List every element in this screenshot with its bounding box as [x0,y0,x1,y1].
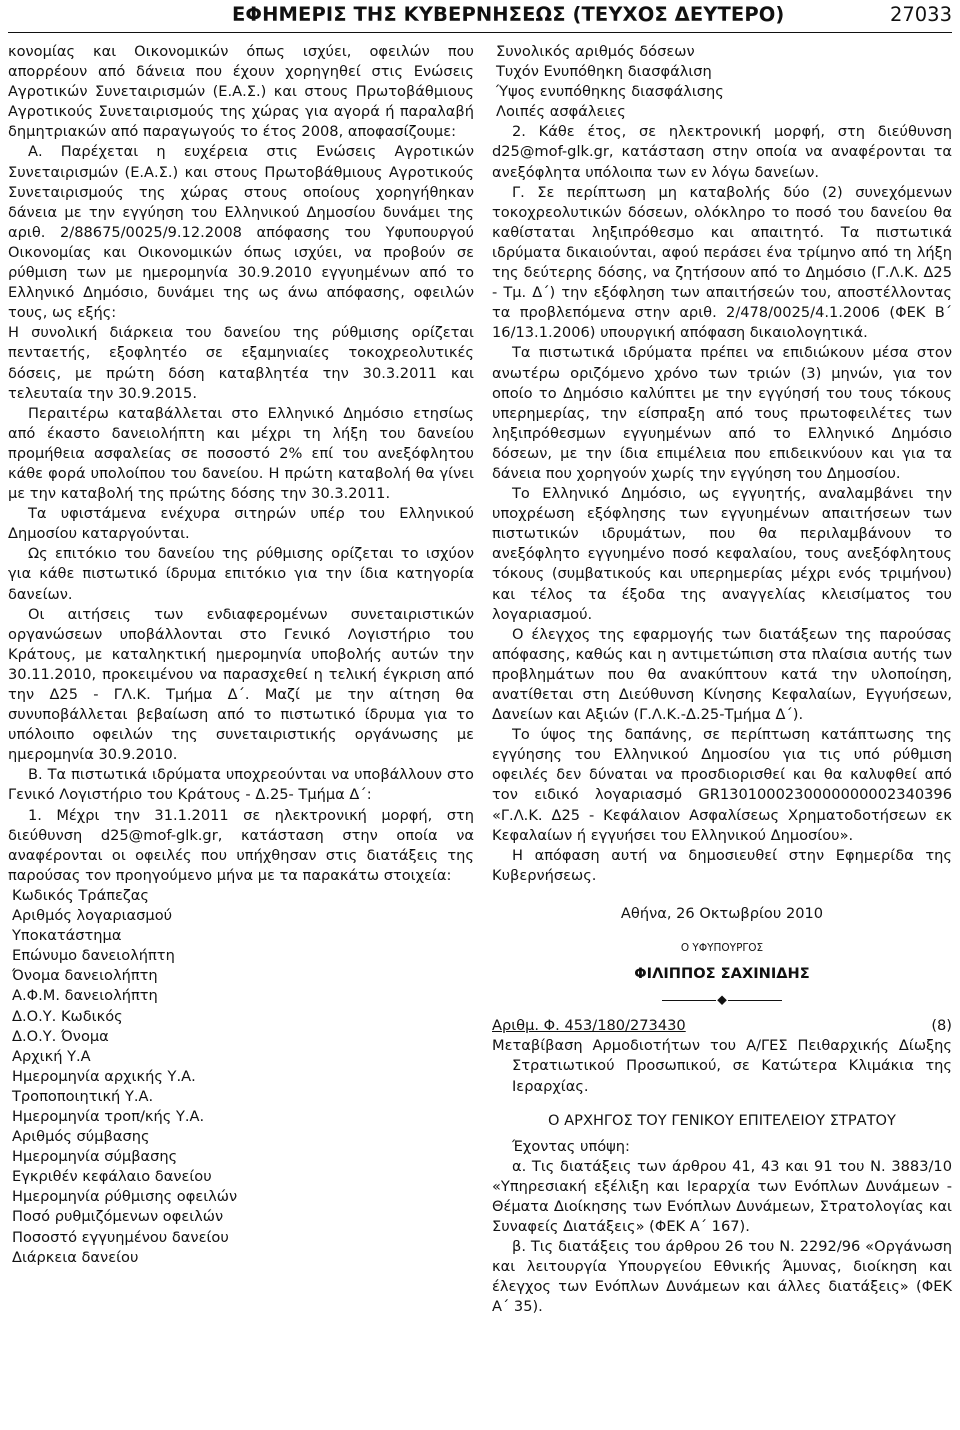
signature-date: Αθήνα, 26 Οκτωβρίου 2010 [620,904,824,922]
paragraph: Α. Παρέχεται η ευχέρεια στις Ενώσεις Αγροτικών Συνεταιρισμών (Ε.Α.Σ.) και στους Πρωτοβάθμιους Αγροτικούς Συνεταιρισμούς της χώρας στους οποίους χορηγήθηκαν δάνεια με την εγγύηση του Ελληνικού Δημοσίου δυνάμει της αριθ. 2/88675/0025/9.12.2008 απόφασης του Υφυπουργού Οικονομίας και Οικονομικών όπως ισχύει, να προβούν σε ρύθμιση των με ημερομηνία 30.9.2010 εγγυημένων από το Ελληνικό Δημόσιο, δυνάμει της ως άνω απόφασης, οφειλών τους, ως εξής: [8,143,474,322]
paragraph: Τα υφιστάμενα ενέχυρα σιτηρών υπέρ του Ελληνικού Δημοσίου καταργούνται. [8,505,474,543]
list-item: Ύψος ενυπόθηκης διασφάλισης [496,83,724,101]
left-column [8,42,474,1268]
list-item: Συνολικός αριθμός δόσεων [496,43,695,60]
consideration-item: α. Τις διατάξεις των άρθρου 41, 43 και 91 του Ν. 3883/10 «Υπηρεσιακή εξέλιξη και Ιεραρχία των Ενόπλων Δυνάμεων - Θέματα Διοίκησης των Ενόπλων Δυνάμεων, Στρατολογίας και Συναφείς Διατάξεις» (ΦΕΚ Α΄ 167). [492,1157,952,1236]
list-item: Εγκριθέν κεφάλαιο δανείου [12,1168,212,1186]
list-item: Ημερομηνία αρχικής Υ.Α. [12,1067,196,1085]
decision-number: (8) [931,1017,952,1035]
paragraph: Γ. Σε περίπτωση μη καταβολής δύο (2) συνεχόμενων τοκοχρεολυτικών δόσεων, ολόκληρο το ποσό του δανείου θα καθίσταται ληξιπρόθεσμο και απαιτητό. Τα πιστωτικά ιδρύματα δικαιούνται, αφού περάσει ένα τρίμηνο από τη λήξη της δεύτερης δόσης, να ζητήσουν από το Δημόσιο (Γ.Λ.Κ. Δ25 - Τμ. Δ΄) την εξόφληση των απαιτήσεών του, αποστέλλοντας τα προβλεπόμενα στην αριθ. 2/478/0025/4.1.2006 (ΦΕΚ Β΄ 16/13.1.2006) υπουργική απόφαση δικαιολογητικά. [492,183,952,342]
list-item: Α.Φ.Μ. δανειολήπτη [12,987,158,1005]
paragraph: Η απόφαση αυτή να δημοσιευθεί στην Εφημερίδα της Κυβερνήσεως. [492,846,952,884]
list-item: Αριθμός λογαριασμού [12,907,173,925]
list-item: Ημερομηνία τροπ/κής Υ.Α. [12,1107,205,1125]
list-item: Διάρκεια δανείου [12,1248,139,1266]
list-item: Δ.Ο.Υ. Κωδικός [12,1007,123,1025]
considering-heading: Έχοντας υπόψη: [512,1137,630,1155]
consideration-item: β. Τις διατάξεις του άρθρου 26 του Ν. 2292/96 «Οργάνωση και λειτουργία Υπουργείου Εθνικής Άμυνας, διοίκηση και έλεγχος των Ενόπλων Δυνάμεων και άλλες διατάξεις» (ΦΕΚ Α΄ 35). [492,1238,952,1316]
list-item: Λοιπές ασφάλειες [496,103,626,121]
page-header [0,0,960,36]
list-item: Όνομα δανειολήπτη [12,967,158,985]
paragraph: Οι αιτήσεις των ενδιαφερομένων συνεταιριστικών οργανώσεων υποβάλλονται στο Γενικό Λογιστήριο του Κράτους, με καταληκτική ημερομηνία υποβολής αυτών την 30.11.2010, προκειμένου να παρασχεθεί η τελική έγκριση από την Δ25 - ΓΛ.Κ. Τμήμα Δ΄. Μαζί με την αίτηση θα συνυποβάλλεται βεβαίωση από το πιστωτικό ίδρυμα για το υπόλοιπο οφειλών της συνεταιριστικής οργάνωσης με ημερομηνία 30.9.2010. [8,605,474,764]
paragraph: Το ύψος της δαπάνης, σε περίπτωση κατάπτωσης της εγγύησης του Ελληνικού Δημοσίου για τις υπό ρύθμιση οφειλές δεν δύναται να προσδιορισθεί και θα καλυφθεί από τον ειδικό λογαριασμό GR1301000230000000002340396 «Γ.Λ.Κ. Δ25 - Κεφάλαιον Ασφαλίσεως Χρηματοδοτήσεων εκ Κεφαλαίων ή εγγυήσει του Ελληνικού Δημοσίου». [492,726,952,844]
data-fields-list [8,886,474,1268]
list-item: Ποσοστό εγγυημένου δανείου [12,1228,229,1246]
decision-reference-row [492,1016,952,1036]
list-item: Αριθμός σύμβασης [12,1128,150,1146]
paragraph: Η συνολική διάρκεια του δανείου της ρύθμισης ορίζεται πενταετής, εξοφλητέο σε εξαμηνιαίες τοκοχρεολυτικές δόσεις, με πρώτη δόση καταβλητέα την 30.3.2011 και τελευταία την 30.9.2015. [8,324,474,402]
right-column [492,42,952,1318]
data-fields-list-continued [492,42,952,122]
page-number: 27033 [889,3,952,26]
diamond-icon: ⬥ [717,992,727,1009]
list-item: Ημερομηνία ρύθμισης οφειλών [12,1188,238,1206]
paragraph: Περαιτέρω καταβάλλεται στο Ελληνικό Δημόσιο ετησίως από έκαστο δανειολήπτη και μέχρι τη λήξη του δανείου προμήθεια ασφαλείας σε ποσοστό 2% επί του ανεξόφλητου κάθε φορά υπολοίπου του δανείου. Η πρώτη καταβολή θα γίνει με την καταβολή της πρώτης δόσης την 30.3.2011. [8,404,474,503]
list-item: Ημερομηνία σύμβασης [12,1148,178,1166]
list-item: Ποσό ρυθμιζόμενων οφειλών [12,1208,224,1226]
list-item: Τυχόν Ενυπόθηκη διασφάλιση [496,63,712,81]
signatory-name: ΦΙΛΙΠΠΟΣ ΣΑΧΙΝΙΔΗΣ [634,965,810,983]
header-divider [8,32,952,33]
paragraph: κονομίας και Οικονομικών όπως ισχύει, οφειλών που απορρέουν από δάνεια που έχουν χορηγηθεί στις Ενώσεις Αγροτικών Συνεταιρισμών (Ε.Α.Σ.) και στους Πρωτοβάθμιους Αγροτικούς Συνεταιρισμούς της χώρας για αγορά ή παραλαβή δημητριακών από παραγωγούς το έτος 2008, αποφασίζουμε: [8,43,474,141]
paragraph: 2. Κάθε έτος, σε ηλεκτρονική μορφή, στη διεύθυνση d25@mof-glk.gr, κατάσταση στην οποία να αναφέρονται τα ανεξόφλητα υπόλοιπα των εν λόγω δανείων. [492,123,952,181]
list-item: Αρχική Υ.Α [12,1047,91,1065]
decision-ref: Αριθμ. Φ. 453/180/273430 [492,1017,686,1035]
paragraph: Τα πιστωτικά ιδρύματα πρέπει να επιδιώκουν μέσα στον ανωτέρω οριζόμενο χρόνο των τριών (3) μηνών, για τον οποίο το Δημόσιο καλύπτει με την εγγύησή του τους τόκους υπερημερίας, την είσπραξη από τους πρωτοφειλέτες των ληξιπρόθεσμων εγγυημένων από το Ελληνικό Δημόσιο δόσεων, με την ίδια επιμέλεια που επιδεικνύουν και για τα δάνεια που χορηγούν χωρίς την εγγύηση του Δημοσίου. [492,344,952,482]
list-item: Υποκατάστημα [12,927,122,945]
paragraph: Ως επιτόκιο του δανείου της ρύθμισης ορίζεται το ισχύον για κάθε πιστωτικό ίδρυμα επιτόκιο για την ίδια κατηγορία δανείων. [8,545,474,603]
list-item: Τροποποιητική Υ.Α. [12,1087,154,1105]
list-item: Δ.Ο.Υ. Όνομα [12,1027,109,1045]
list-item: Κωδικός Τράπεζας [12,886,149,904]
decision-subject: Μεταβίβαση Αρμοδιοτήτων του Α/ΓΕΣ Πειθαρχικής Δίωξης Στρατιωτικού Προσωπικού, σε Κατώτερα Κλιμάκια της Ιεραρχίας. [492,1037,952,1095]
paragraph: Β. Τα πιστωτικά ιδρύματα υποχρεούνται να υποβάλλουν στο Γενικό Λογιστήριο του Κράτους - Δ.25- Τμήμα Δ΄: [8,766,474,804]
issuer-heading: Ο ΑΡΧΗΓΟΣ ΤΟΥ ΓΕΝΙΚΟΥ ΕΠΙΤΕΛΕΙΟΥ ΣΤΡΑΤΟΥ [548,1111,896,1129]
paragraph: Ο έλεγχος της εφαρμογής των διατάξεων της παρούσας απόφασης, καθώς και η αντιμετώπιση στα πλαίσια αυτής των προβλημάτων που θα ανακύπτουν κατά την υλοποίηση, ανατίθεται στη Διεύθυνση Κίνησης Κεφαλαίων, Εγγυήσεων, Δανείων και Αξιών (Γ.Λ.Κ.-Δ.25-Τμήμα Δ΄). [492,625,952,724]
section-separator [492,990,952,1010]
signatory-role: Ο ΥΦΥΠΟΥΡΓΟΣ [680,942,764,955]
paragraph: Το Ελληνικό Δημόσιο, ως εγγυητής, αναλαμβάνει την υποχρέωση εξόφλησης των εγγυημένων απαιτήσεων των πιστωτικών ιδρυμάτων, που θα περιλαμβάνουν το ανεξόφλητο εγγυημένο ποσό κεφαλαίου, τους ανεξόφλητους τόκους (συμβατικούς και υπερημερίας μέχρι ενός τριμήνου) και τέλος τα έξοδα της αναγγελίας κλεισίματος του λογαριασμού. [492,485,952,623]
paragraph: 1. Μέχρι την 31.1.2011 σε ηλεκτρονική μορφή, στη διεύθυνση d25@mof-glk.gr, κατάσταση στην οποία να αναφέρονται οι οφειλές που υπήχθησαν στις διατάξεις της παρούσας τον προηγούμενο μήνα με τα παρακάτω στοιχεία: [8,806,474,884]
list-item: Επώνυμο δανειολήπτη [12,947,175,965]
gazette-title: ΕΦΗΜΕΡΙΣ ΤΗΣ ΚΥΒΕΡΝΗΣΕΩΣ (ΤΕΥΧΟΣ ΔΕΥΤΕΡΟ) [232,3,785,26]
